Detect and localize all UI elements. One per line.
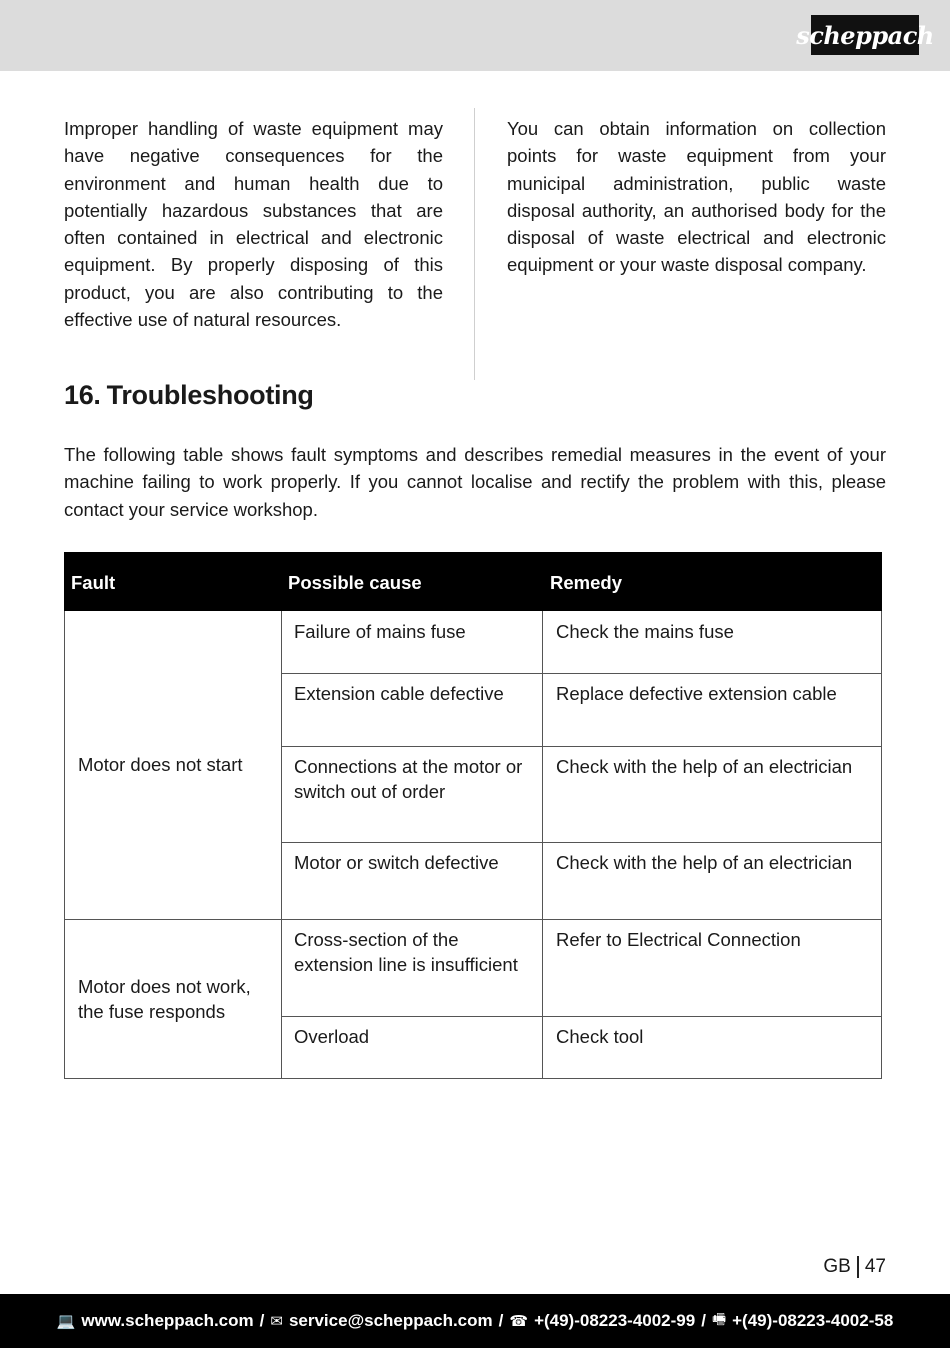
section-heading bbox=[64, 380, 314, 411]
table-border-bottom bbox=[64, 1078, 882, 1079]
remedy-cell: Refer to Electrical Connection bbox=[556, 929, 801, 950]
phone-icon: ☎ bbox=[509, 1313, 529, 1330]
column-divider bbox=[474, 108, 475, 380]
fault-cell: Motor does not start bbox=[78, 754, 243, 775]
cause-cell: Extension cable defective bbox=[294, 683, 504, 704]
section-number: 16. bbox=[64, 380, 101, 410]
troubleshooting-table bbox=[64, 552, 882, 1079]
table-border-left bbox=[64, 611, 65, 1079]
header-fault: Fault bbox=[71, 572, 116, 593]
table-header bbox=[64, 552, 882, 611]
footer-website[interactable]: www.scheppach.com bbox=[81, 1311, 254, 1330]
footer-separator: / bbox=[498, 1311, 504, 1330]
table-row-divider bbox=[281, 1016, 882, 1017]
footer-phone: +(49)-08223-4002-99 bbox=[534, 1311, 696, 1330]
remedy-cell: Check the mains fuse bbox=[556, 621, 734, 642]
remedy-cell: Check with the help of an electrician bbox=[556, 756, 853, 777]
table-col-divider bbox=[281, 611, 282, 1079]
table-row-divider bbox=[281, 842, 882, 843]
table-col-divider bbox=[542, 611, 543, 1079]
cause-cell: Failure of mains fuse bbox=[294, 621, 466, 642]
header-possible-cause: Possible cause bbox=[288, 572, 422, 593]
top-header-bar bbox=[0, 0, 950, 71]
footer-email[interactable]: service@scheppach.com bbox=[288, 1311, 493, 1330]
cause-cell: Motor or switch defective bbox=[294, 852, 499, 873]
footer-fax: +(49)-08223-4002-58 bbox=[732, 1311, 894, 1330]
remedy-cell: Check tool bbox=[556, 1026, 644, 1047]
cause-cell: Overload bbox=[294, 1026, 370, 1047]
scheppach-logo: scheppach bbox=[811, 15, 919, 55]
email-icon: ✉ bbox=[270, 1313, 283, 1330]
remedy-cell: Check with the help of an electrician bbox=[556, 852, 853, 873]
right-column-text: You can obtain information on collection points for waste equipment from your municipal administration, public waste disposal authority, an authorised body for the disposal of waste electrical and electronic equipment or your waste disposal company. bbox=[507, 118, 886, 276]
page-number-divider bbox=[857, 1256, 859, 1278]
cause-cell: Cross-section of the extension line is insufficient bbox=[294, 929, 518, 975]
left-column-text: Improper handling of waste equipment may have negative consequences for the environment and human health due to potentially hazardous substances that are often contained in electrical and electronic equipment. By properly disposing of this product, you are also contributing to the effective use of natural resources. bbox=[64, 118, 443, 331]
table-row-divider bbox=[281, 746, 882, 747]
footer-bar bbox=[0, 1294, 950, 1348]
fault-cell: Motor does not work, the fuse responds bbox=[78, 976, 251, 1022]
footer-separator: / bbox=[701, 1311, 706, 1330]
intro-paragraph: The following table shows fault symptoms and describes remedial measures in the event of your machine failing to work properly. If you cannot localise and rectify the problem with this, please contact your service workshop. bbox=[64, 444, 886, 520]
cause-cell: Connections at the motor or switch out of order bbox=[294, 756, 523, 802]
table-row-divider bbox=[64, 919, 882, 920]
language-code: GB bbox=[823, 1256, 851, 1277]
table-row-divider bbox=[281, 673, 882, 674]
page-number bbox=[823, 1256, 886, 1278]
table-border-right bbox=[881, 611, 882, 1079]
page-number-value: 47 bbox=[864, 1256, 886, 1277]
footer-separator: / bbox=[259, 1311, 265, 1330]
section-title: Troubleshooting bbox=[106, 380, 314, 410]
computer-icon: 💻 bbox=[56, 1313, 76, 1330]
header-remedy: Remedy bbox=[550, 572, 622, 593]
fax-icon: 🖷 bbox=[711, 1310, 727, 1328]
remedy-cell: Replace defective extension cable bbox=[556, 683, 837, 704]
